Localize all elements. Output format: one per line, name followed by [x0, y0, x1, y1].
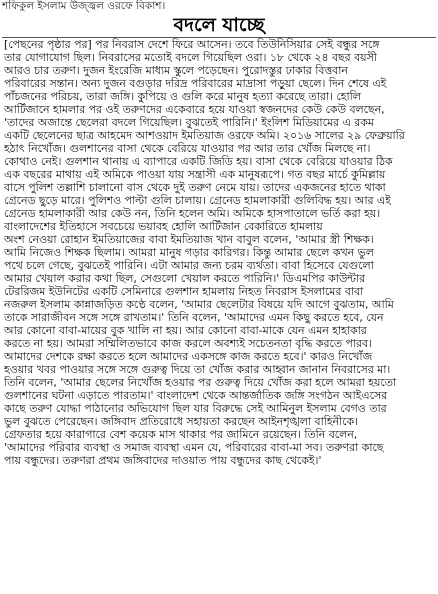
article-line: এক বছরের মাথায় এই অমিকে পাওয়া যায় সন্ত্রাসী এক মানুষরূপে। গত বছর মার্চে কুমিল্লায় — [4, 168, 386, 181]
article-line: হওয়ার খবর পাওয়ার সঙ্গে সঙ্গে গুরুত্ব দিয়ে তা খোঁজ করার আহ্বান জানান নিবরাসের মা। — [4, 363, 391, 376]
article-line: আমি নিজেও শিক্ষক ছিলাম। আমরা মানুষ গড়ার কারিগর। কিন্তু আমার ছেলে কখন ভুল — [4, 246, 374, 259]
article-line: পায় বন্ধুদের। তরুণরা প্রথম জঙ্গিবাদের দাওয়াত পায় বন্ধুদের কাছ থেকেই।' — [4, 454, 322, 467]
article-line: 'আমাদের পরিবার ব্যবস্থা ও সমাজ ব্যবস্থা এমন যে, পরিবারের বাবা-মা সব। তরুণরা কাছে — [4, 441, 384, 454]
article-line: তার যোগাযোগ ছিল। নিবরাসের মতোই বদলে গিয়েছিল ওরা। ১৮ থেকে ২৪ বছর বয়সী — [4, 51, 377, 64]
article-line: একটি ছেলেনের ছাত্র আহমেদ আশওয়াদ ইমতিয়াজ ওরফে অমি। ২০১৬ সালের ২৯ ফেব্রুয়ারি — [4, 129, 405, 142]
article-line: গুলশানের ঘটনা এড়াতে পারতাম।' বাংলাদেশ থেকে আন্তর্জাতিক জঙ্গি সংগঠন আইএসের — [4, 389, 388, 402]
article-line: [পেছনের পৃষ্ঠার পর] পর নিবরাস দেশে ফিরে আসেন। তবে তিউনিসিয়ার সেই বন্ধুর সঙ্গে — [4, 38, 380, 51]
article-line: করতে না হয়। আমরা সম্মিলিতভাবে কাজ করলে অবশ্যই সচেতনতা বৃদ্ধি করতে পারব। — [4, 337, 372, 350]
article-line: হঠাৎ নিখোঁজ। গুলশানের বাসা থেকে বেরিয়ে যাওয়ার পর আর তার খোঁজ মিলছে না। — [4, 142, 371, 155]
byline: শফিকুল ইসলাম উজ্জ্বল ওরফে বিকাশ। — [2, 0, 166, 12]
article-line: আমাদের দেশকে রক্ষা করতে হলে আমাদের একসঙ্গে কাজ করতে হবে।' কারও নিখোঁজ — [4, 350, 373, 363]
article-line: কোথাও নেই। গুলশান থানায় এ ব্যাপারে একটি জিডি হয়। বাসা থেকে বেরিয়ে যাওয়ার ঠিক — [4, 155, 393, 168]
article-line: বাসে পুলিশ তল্লাশি চালানো বাস থেকে দুই তরুণ নেমে যায়। তাদের একজনের হাতে থাকা — [4, 181, 386, 194]
article-line: গ্রেনেড হামলাকারী আর কেউ নন, তিনি হলেন অমি। অমিকে হাসপাতালে ভর্তি করা হয়। — [4, 207, 381, 220]
article-line: 'তাদের অজান্তে ছেলেরা বদলে গিয়েছিল। বুঝতেই পারিনি।' ইংলিশ মিডিয়ামের এ রকম — [4, 116, 374, 129]
article-line: ভুল বুঝতে পেরেছেন। জঙ্গিবাদ প্রতিরোধে সহায়তা করছেন আইনশৃঙ্খলা বাহিনীকে। — [4, 415, 359, 428]
article-line: আমার খেয়াল করার কথা ছিল, সেগুলো খেয়াল করতে পারিনি।' ডিএমপির কাউন্টার — [4, 272, 366, 285]
article-line: আর্টিজানে হামলার পর ওই তরুণদের একেবারে হয়ে যাওয়া স্বজনদের কেউ কেউ বলছেন, — [4, 103, 385, 116]
article-line: গ্রেনেড ছুড়ে মারে। পুলিশও পাল্টা গুলি চালায়। গ্রেনেড হামলাকারী গুলিবিদ্ধ হয়। আর এই — [4, 194, 391, 207]
article-line: টেররিজম ইউনিটের একটি সেমিনারে গুলশান হামলায় নিহত নিবরাস ইসলামের বাবা — [4, 285, 364, 298]
article-body — [4, 38, 434, 467]
article-line: আর কোনো বাবা-মায়ের বুক খালি না হয়। আর কোনো বাবা-মাকে যেন এমন হাহাকার — [4, 324, 367, 337]
article-line: অংশ নেওয়া রোহান ইমতিয়াজের বাবা ইমতিয়াজ খান বাবুল বলেন, 'আমার স্ত্রী শিক্ষক। — [4, 233, 374, 246]
headline: বদলে যাচ্ছে — [173, 14, 265, 36]
article-line: পরিবারের সন্তান। অন্য দুজন বগুড়ার দরিদ্র পরিবারের মাদ্রাসা পড়ুয়া ছেলে। দিন শেষে এই — [4, 77, 387, 90]
article-line: গ্রেফতার হয়ে কারাগারে বেশ কয়েক মাস থাকার পর জামিনে রয়েছেন। তিনি বলেন, — [4, 428, 358, 441]
article-line: নজরুল ইসলাম কান্নাজড়িত কণ্ঠে বলেন, 'আমার ছেলেটার বিষয়ে যদি আগে বুঝতাম, আমি — [4, 298, 394, 311]
article-line: পথে চলে গেছে, বুঝতেই পারিনি। এটা আমার জন্য চরম ব্যর্থতা। বাবা হিসেবে যেগুলো — [4, 259, 374, 272]
article-line: কাছে তরুণ যোদ্ধা পাঠানোর অভিযোগ ছিল যার বিরুদ্ধে সেই আমিনুল ইসলাম বেগও তার — [4, 402, 387, 415]
article-line: বাংলাদেশের ইতিহাসে সবচেয়ে ভয়াবহ হোলি আর্টিজান বেকারিতে হামলায় — [4, 220, 323, 233]
article-line: আরও চার তরুণ। দুজন ইংরেজি মাধ্যম স্কুলে পড়েছেন। পুরোদস্তুর ঢাকার বিত্তবান — [4, 64, 348, 77]
article-line: তাকে সারাজীবন সঙ্গে সঙ্গে রাখতাম।' তিনি বলেন, 'আমাদের এমন কিছু করতে হবে, যেন — [4, 311, 384, 324]
article-line: পাঁচজনের পরিচয়, তারা জঙ্গি। কুপিয়ে ও গুলি করে মানুষ হত্যা করেছে তারা। হোলি — [4, 90, 361, 103]
article-line: তিনি বলেন, 'আমার ছেলের নিখোঁজ হওয়ার পর গুরুত্ব দিয়ে খোঁজ করা হলে আমরা হয়তো — [4, 376, 397, 389]
